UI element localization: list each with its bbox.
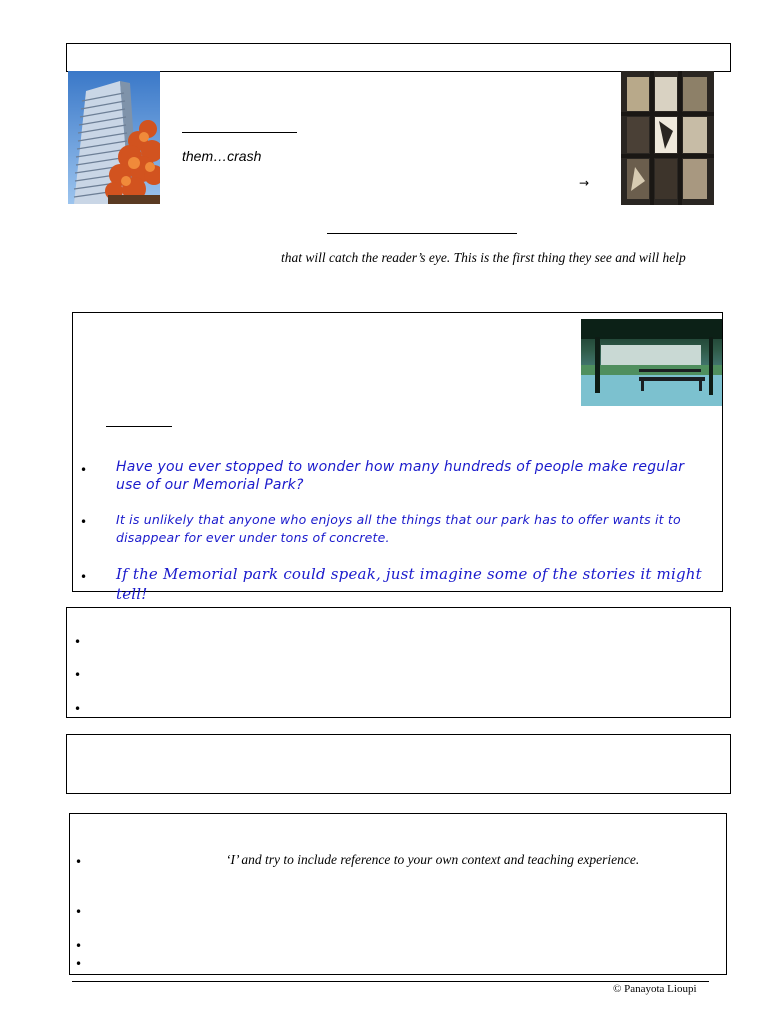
bullet-icon: •: [75, 905, 83, 919]
park-stories-text: If the Memorial park could speak, just imagine some of the stories it might tell!: [116, 565, 702, 603]
copyright-text: © Panayota Lioupi: [613, 983, 697, 995]
park-bench-image: [581, 319, 722, 406]
park-question-text: Have you ever stopped to wonder how many hundreds of people make regular use of our Memorial Park?: [116, 459, 685, 493]
blank-line: [106, 426, 172, 427]
header-box: [66, 43, 731, 72]
bullet-icon: •: [75, 957, 83, 971]
bullet-icon: •: [74, 635, 82, 649]
bullet-icon: •: [80, 515, 88, 529]
caption-text: that will catch the reader’s eye. This is the first thing they see and will help: [281, 250, 686, 265]
bullet-icon: •: [74, 668, 82, 682]
footer-rule: [72, 981, 709, 982]
blank-line: [182, 132, 297, 133]
bullet-icon: •: [80, 570, 88, 584]
empty-box: [66, 734, 731, 794]
skyscraper-image: [68, 71, 160, 204]
park-unlikely-text: It is unlikely that anyone who enjoys all the things that our park has to offer wants it to disappear for ever under tons of concrete.: [116, 512, 681, 545]
blank-line: [327, 233, 517, 234]
bullets-box: [66, 607, 731, 718]
crash-phrase: them…crash: [182, 148, 262, 164]
arrow-icon: →: [579, 176, 590, 190]
bullet-icon: •: [80, 463, 88, 477]
broken-window-image: [621, 71, 714, 205]
reflection-box: [69, 813, 727, 975]
bullet-icon: •: [75, 939, 83, 953]
bullet-icon: •: [75, 855, 83, 869]
bullet-icon: •: [74, 702, 82, 716]
reflection-text: ‘I’ and try to include reference to your own context and teaching experience.: [226, 852, 640, 867]
